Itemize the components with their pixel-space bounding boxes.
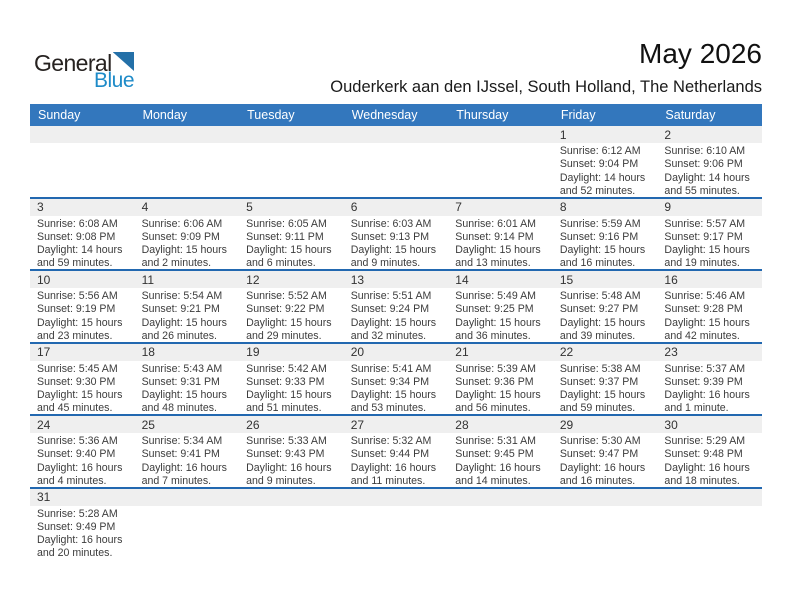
day-number-band	[135, 199, 240, 216]
day-number: 7	[455, 200, 462, 214]
day-number: 23	[664, 345, 678, 359]
daylight-text: Daylight: 14 hours and 52 minutes.	[559, 171, 646, 197]
day-cell-empty	[553, 489, 658, 567]
sunrise-text: Sunrise: 5:48 AM	[559, 290, 641, 302]
sunset-text: Sunset: 9:24 PM	[350, 303, 430, 316]
day-number-band	[553, 416, 658, 433]
day-number-band	[344, 199, 449, 216]
day-number-band	[344, 271, 449, 288]
day-number: 6	[350, 200, 358, 214]
sunrise-text: Sunrise: 5:51 AM	[350, 290, 432, 302]
weekday-header-sunday: Sunday	[38, 108, 81, 122]
day-number-band	[448, 344, 553, 361]
sunset-text: Sunset: 9:22 PM	[246, 303, 325, 316]
day-cell-empty	[448, 489, 553, 567]
week-row	[30, 126, 762, 199]
daylight-text: Daylight: 15 hours and 48 minutes.	[141, 389, 227, 414]
sunset-text: Sunset: 9:31 PM	[141, 375, 220, 388]
weekday-header-monday: Monday	[142, 108, 188, 122]
day-cell-21	[448, 344, 553, 415]
sunrise-text: Sunrise: 5:32 AM	[350, 435, 432, 447]
day-number: 31	[37, 490, 51, 504]
day-cell-empty	[448, 126, 553, 197]
sunrise-text: Sunrise: 6:01 AM	[455, 217, 536, 230]
day-number-band	[553, 199, 658, 216]
daylight-text: Daylight: 15 hours and 36 minutes.	[455, 316, 541, 342]
day-cell-2	[657, 126, 762, 197]
sunset-text: Sunset: 9:13 PM	[350, 230, 430, 243]
daylight-text: Daylight: 15 hours and 42 minutes.	[664, 316, 750, 342]
daylight-text: Daylight: 15 hours and 32 minutes.	[350, 316, 437, 342]
day-cell-28	[448, 416, 553, 487]
sunset-text: Sunset: 9:44 PM	[350, 448, 430, 461]
day-cell-31	[30, 489, 135, 567]
logo-text-general: General	[34, 50, 112, 76]
day-cell-empty	[135, 126, 240, 197]
sunrise-text: Sunrise: 5:42 AM	[246, 362, 327, 375]
sunrise-text: Sunrise: 5:36 AM	[37, 435, 118, 447]
day-number: 13	[350, 272, 365, 287]
sunrise-text: Sunrise: 5:57 AM	[664, 217, 746, 230]
day-number-band	[657, 271, 762, 288]
day-number-band	[30, 489, 135, 506]
day-cell-11	[135, 271, 240, 342]
day-number: 22	[559, 345, 574, 359]
daylight-text: Daylight: 16 hours and 4 minutes.	[37, 461, 123, 487]
day-number: 10	[37, 272, 51, 287]
general-blue-logo	[34, 50, 134, 93]
sunset-text: Sunset: 9:14 PM	[455, 230, 534, 243]
daylight-text: Daylight: 15 hours and 13 minutes.	[455, 244, 541, 269]
day-number-band	[448, 126, 553, 143]
day-number: 3	[37, 200, 44, 214]
day-cell-8	[553, 199, 658, 270]
day-number-band	[239, 271, 344, 288]
weekday-header-thursday: Thursday	[456, 108, 509, 122]
sunrise-text: Sunrise: 6:08 AM	[37, 217, 118, 230]
day-cell-empty	[344, 126, 449, 197]
daylight-text: Daylight: 15 hours and 26 minutes.	[141, 316, 227, 342]
day-cell-15	[553, 271, 658, 342]
day-cell-empty	[135, 489, 240, 567]
day-cell-empty	[239, 126, 344, 197]
sunrise-text: Sunrise: 5:45 AM	[37, 362, 118, 375]
day-number: 1	[559, 127, 567, 142]
daylight-text: Daylight: 15 hours and 23 minutes.	[37, 316, 123, 342]
day-number: 24	[37, 417, 51, 432]
sunset-text: Sunset: 9:27 PM	[559, 303, 639, 316]
day-number-band	[553, 271, 658, 288]
day-number: 8	[559, 200, 567, 214]
day-cell-empty	[344, 489, 449, 567]
day-cell-29	[553, 416, 658, 487]
day-number: 16	[664, 272, 678, 287]
sunset-text: Sunset: 9:25 PM	[455, 303, 534, 316]
day-cell-3	[30, 199, 135, 270]
day-number: 30	[664, 417, 678, 432]
day-cell-1	[553, 126, 658, 197]
day-number: 20	[350, 345, 365, 359]
page-title: May 2026	[639, 38, 762, 69]
day-cell-18	[135, 344, 240, 415]
sunset-text: Sunset: 9:47 PM	[559, 448, 639, 461]
day-cell-30	[657, 416, 762, 487]
sunrise-text: Sunrise: 5:38 AM	[559, 362, 641, 375]
day-cell-10	[30, 271, 135, 342]
day-number-band	[657, 416, 762, 433]
sunset-text: Sunset: 9:28 PM	[664, 303, 743, 316]
sunrise-text: Sunrise: 5:56 AM	[37, 290, 118, 302]
sunrise-text: Sunrise: 6:10 AM	[664, 145, 746, 157]
sunrise-text: Sunrise: 5:28 AM	[37, 507, 118, 520]
sunset-text: Sunset: 9:16 PM	[559, 230, 639, 243]
calendar	[30, 104, 762, 567]
day-cell-25	[135, 416, 240, 487]
daylight-text: Daylight: 15 hours and 45 minutes.	[37, 389, 123, 414]
day-number: 17	[37, 345, 51, 359]
week-row	[30, 416, 762, 489]
day-number-band	[30, 416, 135, 433]
sunrise-text: Sunrise: 5:39 AM	[455, 362, 536, 375]
day-number-band	[239, 199, 344, 216]
day-cell-empty	[30, 126, 135, 197]
daylight-text: Daylight: 15 hours and 51 minutes.	[246, 389, 332, 414]
day-number-band	[448, 489, 553, 506]
weekday-header-friday: Friday	[560, 108, 596, 122]
sunrise-text: Sunrise: 6:12 AM	[559, 145, 641, 157]
sunset-text: Sunset: 9:06 PM	[664, 158, 743, 171]
week-row	[30, 344, 762, 417]
sunrise-text: Sunrise: 5:37 AM	[664, 362, 746, 375]
sunset-text: Sunset: 9:33 PM	[246, 375, 325, 388]
daylight-text: Daylight: 16 hours and 18 minutes.	[664, 461, 750, 487]
day-number-band	[553, 344, 658, 361]
day-number: 21	[455, 345, 469, 359]
daylight-text: Daylight: 16 hours and 14 minutes.	[455, 461, 541, 487]
sunset-text: Sunset: 9:37 PM	[559, 375, 639, 388]
sunset-text: Sunset: 9:08 PM	[37, 230, 116, 243]
daylight-text: Daylight: 15 hours and 19 minutes.	[664, 244, 750, 269]
sunrise-text: Sunrise: 5:52 AM	[246, 290, 327, 302]
day-cell-16	[657, 271, 762, 342]
daylight-text: Daylight: 15 hours and 16 minutes.	[559, 244, 646, 269]
day-number-band	[448, 271, 553, 288]
sunrise-text: Sunrise: 5:46 AM	[664, 290, 746, 302]
sunset-text: Sunset: 9:30 PM	[37, 375, 116, 388]
day-number-band	[135, 344, 240, 361]
day-number-band	[135, 271, 240, 288]
week-row	[30, 199, 762, 272]
sunrise-text: Sunrise: 5:31 AM	[455, 435, 536, 447]
sunrise-text: Sunrise: 6:05 AM	[246, 217, 327, 230]
daylight-text: Daylight: 14 hours and 59 minutes.	[37, 244, 123, 269]
day-cell-empty	[657, 489, 762, 567]
day-number: 9	[664, 200, 672, 214]
day-number-band	[344, 416, 449, 433]
day-cell-14	[448, 271, 553, 342]
sunset-text: Sunset: 9:04 PM	[559, 158, 639, 171]
day-number-band	[30, 126, 135, 143]
daylight-text: Daylight: 15 hours and 56 minutes.	[455, 389, 541, 414]
day-number-band	[448, 199, 553, 216]
daylight-text: Daylight: 16 hours and 11 minutes.	[350, 461, 437, 487]
sunrise-text: Sunrise: 5:33 AM	[246, 435, 327, 447]
sunset-text: Sunset: 9:19 PM	[37, 303, 116, 316]
daylight-text: Daylight: 15 hours and 59 minutes.	[559, 389, 646, 414]
day-number: 5	[246, 200, 253, 214]
day-cell-empty	[239, 489, 344, 567]
day-number: 11	[141, 272, 155, 287]
day-number-band	[30, 271, 135, 288]
day-number-band	[135, 489, 240, 506]
day-number-band	[448, 416, 553, 433]
page-subtitle: Ouderkerk aan den IJssel, South Holland, The Netherlands	[330, 78, 762, 96]
sunset-text: Sunset: 9:36 PM	[455, 375, 534, 388]
day-number-band	[657, 344, 762, 361]
day-number: 19	[246, 345, 260, 359]
day-number-band	[30, 344, 135, 361]
sunrise-text: Sunrise: 5:29 AM	[664, 435, 746, 447]
weekday-header-row	[30, 104, 762, 126]
sunrise-text: Sunrise: 5:49 AM	[455, 290, 536, 302]
day-number-band	[553, 489, 658, 506]
day-cell-27	[344, 416, 449, 487]
daylight-text: Daylight: 15 hours and 29 minutes.	[246, 316, 332, 342]
sunset-text: Sunset: 9:17 PM	[664, 230, 743, 243]
daylight-text: Daylight: 15 hours and 6 minutes.	[246, 244, 332, 269]
daylight-text: Daylight: 16 hours and 20 minutes.	[37, 534, 123, 560]
daylight-text: Daylight: 15 hours and 53 minutes.	[350, 389, 437, 414]
sunrise-text: Sunrise: 5:54 AM	[141, 290, 223, 302]
sunset-text: Sunset: 9:48 PM	[664, 448, 743, 461]
day-number: 14	[455, 272, 469, 287]
day-number-band	[344, 344, 449, 361]
day-cell-24	[30, 416, 135, 487]
sunset-text: Sunset: 9:11 PM	[246, 230, 324, 243]
weekday-header-saturday: Saturday	[665, 108, 716, 122]
day-number: 27	[350, 417, 365, 432]
day-number: 28	[455, 417, 469, 432]
sunset-text: Sunset: 9:39 PM	[664, 375, 743, 388]
day-number-band	[135, 416, 240, 433]
day-cell-5	[239, 199, 344, 270]
day-number-band	[239, 344, 344, 361]
day-number-band	[553, 126, 658, 143]
day-number-band	[344, 126, 449, 143]
day-cell-26	[239, 416, 344, 487]
sunset-text: Sunset: 9:45 PM	[455, 448, 534, 461]
day-number: 12	[246, 272, 260, 287]
day-number: 18	[141, 345, 155, 359]
daylight-text: Daylight: 15 hours and 9 minutes.	[350, 244, 437, 269]
day-number-band	[135, 126, 240, 143]
day-cell-13	[344, 271, 449, 342]
day-cell-19	[239, 344, 344, 415]
day-number: 15	[559, 272, 574, 287]
sunrise-text: Sunrise: 6:03 AM	[350, 217, 432, 230]
sunrise-text: Sunrise: 5:34 AM	[141, 435, 223, 447]
daylight-text: Daylight: 16 hours and 16 minutes.	[559, 461, 646, 487]
day-number: 4	[141, 200, 149, 214]
weekday-header-wednesday: Wednesday	[351, 108, 418, 122]
day-cell-6	[344, 199, 449, 270]
weekday-header-tuesday: Tuesday	[247, 108, 295, 122]
day-number-band	[344, 489, 449, 506]
week-row	[30, 489, 762, 567]
day-cell-17	[30, 344, 135, 415]
sunset-text: Sunset: 9:21 PM	[141, 303, 220, 316]
day-number-band	[239, 126, 344, 143]
day-number-band	[239, 416, 344, 433]
day-number: 26	[246, 417, 260, 432]
daylight-text: Daylight: 16 hours and 9 minutes.	[246, 461, 332, 487]
day-cell-23	[657, 344, 762, 415]
day-cell-22	[553, 344, 658, 415]
day-number-band	[30, 199, 135, 216]
sunset-text: Sunset: 9:43 PM	[246, 448, 325, 461]
day-number-band	[239, 489, 344, 506]
day-cell-4	[135, 199, 240, 270]
sunrise-text: Sunrise: 5:30 AM	[559, 435, 641, 447]
day-cell-12	[239, 271, 344, 342]
day-cell-20	[344, 344, 449, 415]
daylight-text: Daylight: 16 hours and 7 minutes.	[141, 461, 227, 487]
logo-text-blue: Blue	[93, 69, 134, 92]
day-number-band	[657, 199, 762, 216]
daylight-text: Daylight: 15 hours and 39 minutes.	[559, 316, 646, 342]
week-row	[30, 271, 762, 344]
day-number-band	[657, 489, 762, 506]
sunrise-text: Sunrise: 5:43 AM	[141, 362, 223, 375]
sunset-text: Sunset: 9:34 PM	[350, 375, 430, 388]
sunset-text: Sunset: 9:09 PM	[141, 230, 220, 243]
sunrise-text: Sunrise: 6:06 AM	[141, 217, 223, 230]
day-cell-9	[657, 199, 762, 270]
sunrise-text: Sunrise: 5:59 AM	[559, 217, 641, 230]
sunrise-text: Sunrise: 5:41 AM	[350, 362, 432, 375]
daylight-text: Daylight: 14 hours and 55 minutes.	[664, 171, 750, 197]
day-number: 2	[664, 127, 672, 142]
daylight-text: Daylight: 15 hours and 2 minutes.	[141, 244, 227, 269]
day-number-band	[657, 126, 762, 143]
daylight-text: Daylight: 16 hours and 1 minute.	[664, 389, 750, 414]
sunset-text: Sunset: 9:49 PM	[37, 520, 116, 533]
sunset-text: Sunset: 9:40 PM	[37, 448, 116, 461]
day-number: 25	[141, 417, 155, 432]
sunset-text: Sunset: 9:41 PM	[141, 448, 220, 461]
day-cell-7	[448, 199, 553, 270]
day-number: 29	[559, 417, 574, 432]
